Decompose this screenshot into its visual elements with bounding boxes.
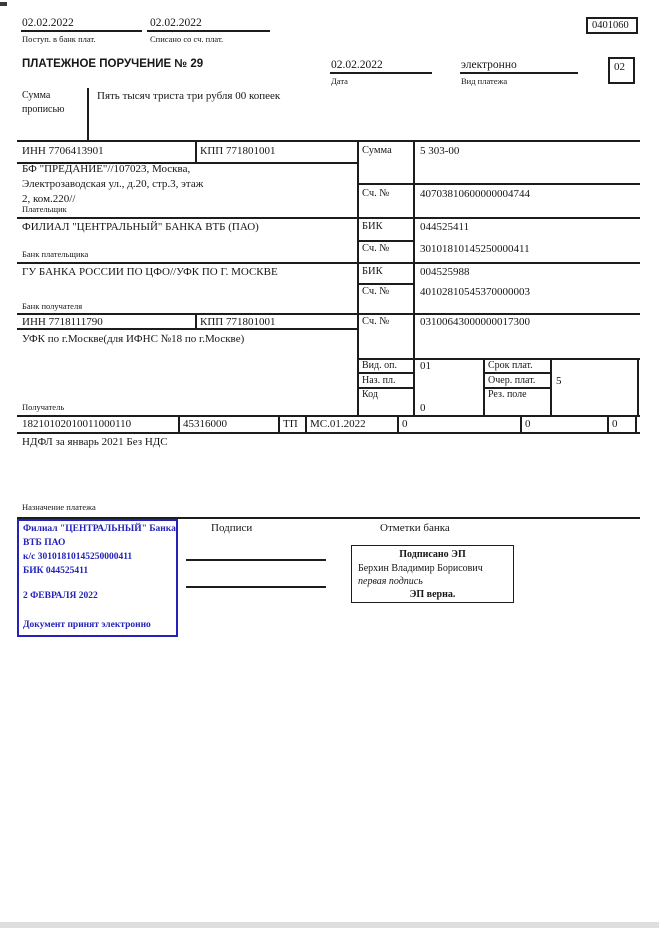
pay-purpose-code-label: Наз. пл. (362, 375, 396, 386)
divider (17, 328, 357, 330)
stamp-accepted: Документ принят электронно (23, 620, 151, 630)
code-label: Код (362, 389, 378, 400)
divider (330, 72, 432, 74)
op-kind-value: 01 (420, 360, 431, 372)
payer-caption: Плательщик (22, 204, 67, 214)
signature-line (186, 559, 326, 561)
signature-line (186, 586, 326, 588)
divider (635, 415, 637, 432)
divider (195, 140, 197, 162)
payer-bank-account-label: Сч. № (362, 243, 390, 254)
bank-marks-caption: Отметки банка (380, 522, 450, 534)
sum-value: 5 303-00 (420, 145, 460, 157)
amount-words-label: прописью (22, 104, 65, 115)
payee-kpp: КПП 771801001 (200, 316, 276, 328)
payer-bank-caption: Банк плательщика (22, 249, 89, 259)
divider (195, 313, 197, 328)
divider (17, 217, 640, 219)
payer-name-line: Электрозаводская ул., д.20, стр.3, этаж (22, 178, 204, 190)
page-bottom-edge (0, 922, 659, 928)
signatures-caption: Подписи (211, 522, 253, 534)
amount-words-label: Сумма (22, 90, 51, 101)
status-code: 02 (614, 61, 625, 73)
divider (21, 30, 142, 32)
payer-bank-account-value: 30101810145250000411 (420, 243, 530, 255)
payment-kind: электронно (461, 59, 517, 71)
tax-doc-date: 0 (525, 418, 531, 430)
divider (357, 372, 413, 374)
payee-caption: Получатель (22, 402, 65, 412)
payee-bank-bik-value: 004525988 (420, 266, 470, 278)
debited-date: 02.02.2022 (150, 17, 202, 29)
payer-account-value: 40703810600000004744 (420, 188, 530, 200)
payee-bank-name: ГУ БАНКА РОССИИ ПО ЦФО//УФК ПО Г. МОСКВЕ (22, 266, 278, 278)
tax-kbk: 18210102010011000110 (22, 418, 132, 430)
bank-stamp (17, 519, 178, 637)
payee-bank-caption: Банк получателя (22, 301, 83, 311)
priority-value: 5 (556, 375, 562, 387)
reserve-label: Рез. поле (488, 389, 527, 400)
divider (147, 30, 270, 32)
stamp-date: 2 ФЕВРАЛЯ 2022 (23, 591, 98, 601)
tax-type: 0 (612, 418, 618, 430)
divider (607, 415, 609, 432)
divider (17, 432, 640, 434)
page-title: ПЛАТЕЖНОЕ ПОРУЧЕНИЕ № 29 (22, 58, 204, 70)
purpose-caption: Назначение платежа (22, 502, 96, 512)
code-value: 0 (420, 402, 426, 414)
divider (17, 140, 640, 142)
tax-oktmo: 45316000 (183, 418, 227, 430)
payee-bank-bik-label: БИК (362, 266, 383, 277)
payer-inn: ИНН 7706413901 (22, 145, 104, 157)
esign-stamp (351, 545, 514, 603)
divider (397, 415, 399, 432)
divider (520, 415, 522, 432)
sum-label: Сумма (362, 145, 392, 156)
payee-bank-account-value: 40102810545370000003 (420, 286, 530, 298)
tax-doc-number: 0 (402, 418, 408, 430)
op-kind-label: Вид. оп. (362, 360, 397, 371)
payee-name: УФК по г.Москве(для ИФНС №18 по г.Москве) (22, 333, 245, 345)
payer-kpp: КПП 771801001 (200, 145, 276, 157)
divider (278, 415, 280, 432)
scan-corner-artifact (0, 2, 7, 6)
payee-bank-account-label: Сч. № (362, 286, 390, 297)
divider (460, 72, 578, 74)
esign-title: Подписано ЭП (399, 549, 466, 560)
form-code-box (586, 17, 638, 34)
status-code-box (608, 57, 635, 84)
divider (357, 183, 640, 185)
stamp-bik: БИК 044525411 (23, 566, 89, 576)
purpose-text: НДФЛ за январь 2021 Без НДС (22, 436, 168, 448)
divider (637, 358, 639, 415)
payer-name-line: 2, ком.220// (22, 193, 76, 205)
divider (17, 262, 640, 264)
form-code: 0401060 (592, 19, 629, 31)
received-date: 02.02.2022 (22, 17, 74, 29)
payment-kind-caption: Вид платежа (461, 76, 508, 86)
divider (357, 283, 413, 285)
divider (357, 140, 359, 415)
debited-caption: Списано со сч. плат. (150, 34, 224, 44)
payee-account-label: Сч. № (362, 316, 390, 327)
divider (178, 415, 180, 432)
esign-name: Берхин Владимир Борисович (358, 563, 483, 574)
payer-bank-bik-label: БИК (362, 221, 383, 232)
payee-account-value: 03100643000000017300 (420, 316, 530, 328)
stamp-corr-account: к/с 30101810145250000411 (23, 552, 133, 562)
stamp-bank-name-line1: Филиал "ЦЕНТРАЛЬНЫЙ" Банка (23, 524, 176, 534)
payer-bank-bik-value: 044525411 (420, 221, 470, 233)
priority-label: Очер. плат. (488, 375, 536, 386)
divider (305, 415, 307, 432)
divider (413, 140, 415, 415)
tax-basis: ТП (283, 418, 298, 430)
tax-period: МС.01.2022 (310, 418, 366, 430)
received-caption: Поступ. в банк плат. (22, 34, 96, 44)
divider (357, 240, 413, 242)
date-caption: Дата (331, 76, 348, 86)
payer-name-line: БФ "ПРЕДАНИЕ"//107023, Москва, (22, 163, 191, 175)
esign-subtitle: первая подпись (358, 576, 423, 587)
divider (87, 88, 89, 140)
amount-words-value: Пять тысяч триста три рубля 00 копеек (97, 90, 281, 102)
payer-bank-name: ФИЛИАЛ "ЦЕНТРАЛЬНЫЙ" БАНКА ВТБ (ПАО) (22, 221, 259, 233)
divider (17, 415, 640, 417)
doc-date: 02.02.2022 (331, 59, 383, 71)
divider (483, 372, 550, 374)
payer-account-label: Сч. № (362, 188, 390, 199)
divider (17, 313, 640, 315)
stamp-bank-name-line2: ВТБ ПАО (23, 538, 66, 548)
divider (550, 358, 552, 415)
esign-verified: ЭП верна. (409, 589, 456, 600)
due-date-label: Срок плат. (488, 360, 533, 371)
payee-inn: ИНН 7718111790 (22, 316, 103, 328)
